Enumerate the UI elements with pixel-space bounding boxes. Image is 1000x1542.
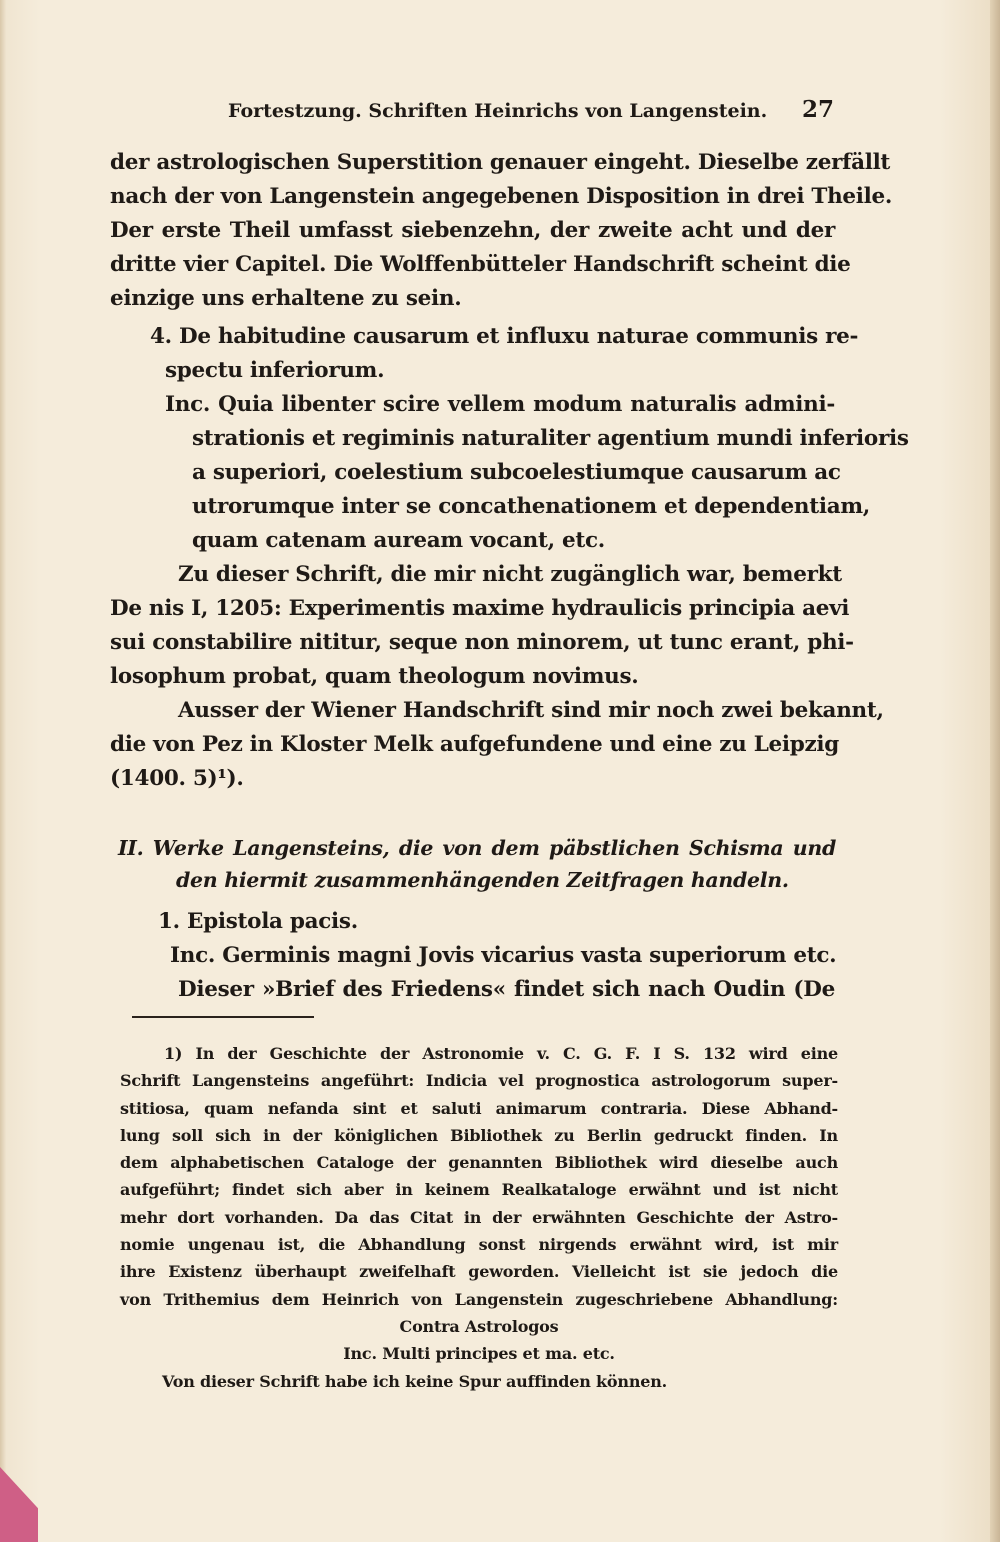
footnote-line: Von dieser Schrift habe ich keine Spur auffinden können.	[162, 1371, 668, 1391]
commentary-line: De nis I, 1205: Experimentis maxime hydraulicis principia aevi	[110, 596, 850, 621]
text-line: einzige uns erhaltene zu sein.	[110, 286, 462, 311]
footnote-line: aufgeführt; findet sich aber in keinem Realkataloge erwähnt und ist nicht	[120, 1180, 838, 1200]
commentary-line: sui constabilire nititur, seque non minorem, ut tunc erant, phi-	[110, 630, 854, 655]
footnote-line: von Trithemius dem Heinrich von Langenstein zugeschriebene Abhandlung:	[120, 1289, 838, 1309]
commentary-line: die von Pez in Kloster Melk aufgefundene und eine zu Leipzig	[110, 732, 840, 757]
page-left-edge	[0, 0, 6, 1542]
incipit-line: strationis et regiminis naturaliter agentium mundi inferioris	[192, 426, 909, 451]
footnote-line: Schrift Langensteins angeführt: Indicia vel prognostica astrologorum super-	[120, 1071, 838, 1091]
page-right-edge	[990, 0, 1000, 1542]
commentary-line: Zu dieser Schrift, die mir nicht zugänglich war, bemerkt	[178, 562, 842, 587]
section-heading-line: II. Werke Langensteins, die von dem päbstlichen Schisma und	[118, 836, 836, 860]
text-line: Dieser »Brief des Friedens« findet sich nach Oudin (De	[178, 977, 835, 1002]
footnote	[120, 1040, 838, 1395]
incipit-line: utrorumque inter se concathenationem et dependentiam,	[192, 494, 870, 519]
section-heading-line: den hiermit zusammenhängenden Zeitfragen handeln.	[176, 868, 789, 892]
text-line: dritte vier Capitel. Die Wolffenbütteler Handschrift scheint die	[110, 252, 851, 277]
footnote-line: 1) In der Geschichte der Astronomie v. C. G. F. I S. 132 wird eine	[164, 1044, 838, 1063]
page-number: 27	[801, 96, 834, 123]
incipit-line: quam catenam auream vocant, etc.	[192, 528, 605, 553]
item-title-line: spectu inferiorum.	[165, 358, 385, 383]
text-line: Der erste Theil umfasst siebenzehn, der zweite acht und der	[110, 218, 835, 243]
footnote-rule	[132, 1016, 314, 1018]
section-heading	[118, 832, 836, 896]
item-title-line: 4. De habitudine causarum et influxu naturae communis re-	[150, 324, 859, 349]
running-head: Fortestzung. Schriften Heinrichs von Langenstein.	[228, 100, 768, 122]
incipit-line: Inc. Germinis magni Jovis vicarius vasta superiorum etc.	[170, 943, 837, 968]
footnote-centered-line: Contra Astrologos	[399, 1316, 559, 1336]
footnote-line: stitiosa, quam nefanda sint et saluti animarum contraria. Diese Abhand-	[120, 1098, 838, 1118]
commentary-line: Ausser der Wiener Handschrift sind mir noch zwei bekannt,	[178, 698, 884, 723]
footnote-line: mehr dort vorhanden. Da das Citat in der erwähnten Geschichte der Astro-	[120, 1207, 838, 1227]
item-title: 1. Epistola pacis.	[158, 909, 358, 934]
commentary-line: (1400. 5)¹).	[110, 766, 244, 791]
text-line: der astrologischen Superstition genauer eingeht. Dieselbe zerfällt	[110, 150, 891, 175]
corner-mark	[0, 1467, 38, 1542]
page-header	[228, 96, 834, 130]
text-line: nach der von Langenstein angegebenen Disposition in drei Theile.	[110, 184, 893, 209]
body-paragraph-1	[110, 146, 893, 316]
item-1	[110, 905, 835, 1007]
footnote-centered-line: Inc. Multi principes et ma. etc.	[343, 1344, 615, 1364]
item-4	[110, 320, 909, 796]
commentary-line: losophum probat, quam theologum novimus.	[110, 664, 639, 689]
incipit-line: a superiori, coelestium subcoelestiumque causarum ac	[192, 460, 841, 485]
footnote-line: nomie ungenau ist, die Abhandlung sonst nirgends erwähnt wird, ist mir	[120, 1235, 838, 1255]
incipit-line: Inc. Quia libenter scire vellem modum naturalis admini-	[165, 392, 835, 417]
footnote-line: ihre Existenz überhaupt zweifelhaft geworden. Vielleicht ist sie jedoch die	[120, 1262, 838, 1282]
footnote-line: dem alphabetischen Cataloge der genannten Bibliothek wird dieselbe auch	[120, 1153, 838, 1173]
footnote-line: lung soll sich in der königlichen Bibliothek zu Berlin gedruckt finden. In	[120, 1125, 838, 1145]
